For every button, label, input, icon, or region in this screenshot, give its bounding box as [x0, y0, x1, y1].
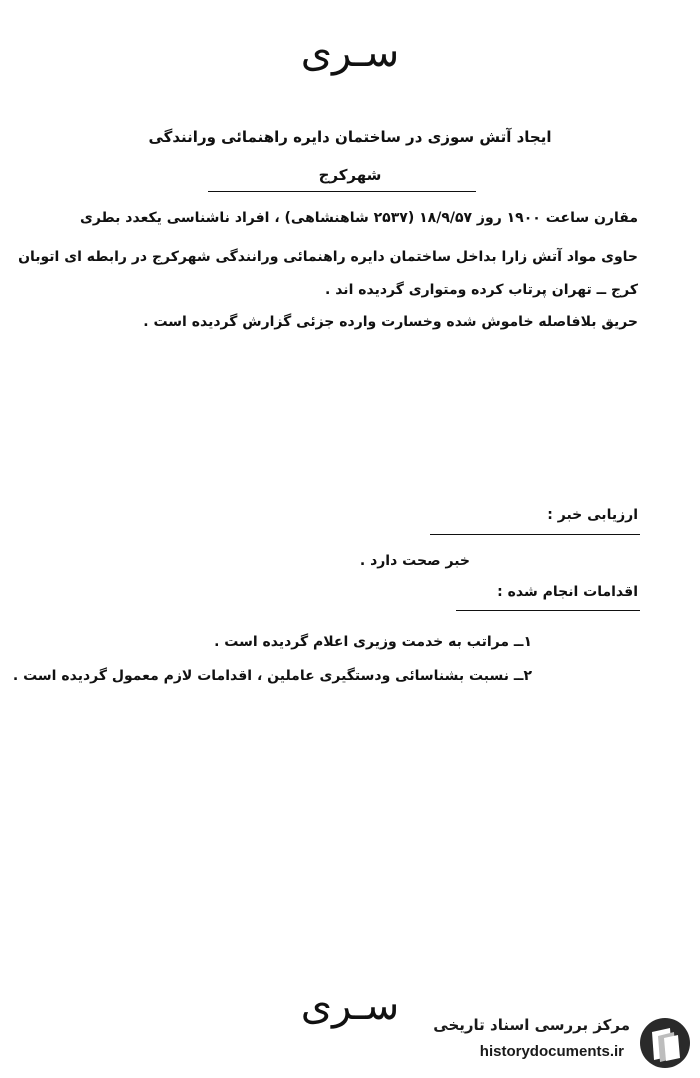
classification-top: سـری	[300, 30, 400, 76]
document-title: ایجاد آتش سوزی در ساختمان دایره راهنمائی ورانندگی	[148, 128, 552, 146]
actions-underline	[456, 610, 640, 611]
document-subtitle: شهرکرج	[318, 166, 382, 184]
watermark-name: مرکز بررسی اسناد تاریخی	[433, 1016, 630, 1034]
actions-heading: اقدامات انجام شده :	[497, 584, 638, 600]
body-line: حاوی مواد آتش زارا بداخل ساختمان دایره راهنمائی ورانندگی شهرکرج در رابطه ای اتوبان	[18, 249, 638, 265]
watermark	[412, 1012, 696, 1072]
action-item: ۱ــ مراتب به خدمت وزیری اعلام گردیده است .	[214, 634, 532, 650]
body-line: کرج ــ تهران پرتاب کرده ومتواری گردیده اند .	[325, 282, 638, 298]
assessment-text: خبر صحت دارد .	[359, 553, 470, 569]
assessment-heading: ارزیابی خبر :	[547, 507, 638, 523]
action-item: ۲ــ نسبت بشناسائی ودستگیری عاملین ، اقدامات لازم معمول گردیده است .	[12, 668, 532, 684]
body-line: حریق بلافاصله خاموش شده وخسارت وارده جزئی گزارش گردیده است .	[143, 314, 638, 330]
body-line: مقارن ساعت ۱۹۰۰ روز ۱۸/۹/۵۷ (۲۵۳۷ شاهنشاهی) ، افراد ناشناسی یکعدد بطری	[80, 210, 638, 226]
archive-logo-icon	[638, 1016, 692, 1070]
classification-bottom: سـری	[300, 983, 400, 1029]
assessment-underline	[430, 534, 640, 535]
subtitle-underline	[208, 191, 476, 192]
watermark-url: historydocuments.ir	[479, 1043, 624, 1060]
